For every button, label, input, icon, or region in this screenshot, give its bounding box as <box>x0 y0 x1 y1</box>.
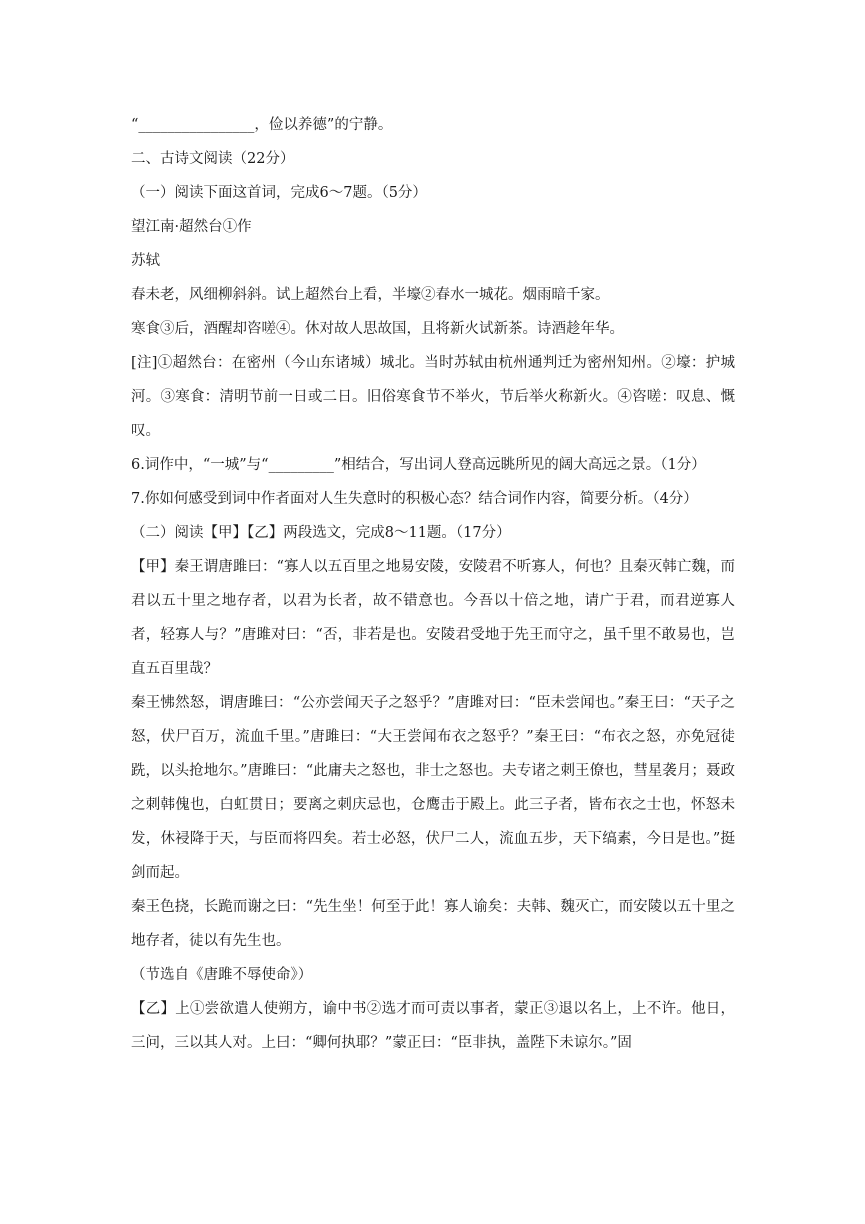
subsection-heading-poem: （一）阅读下面这首词，完成6～7题。（5分） <box>131 185 427 201</box>
passage-jia-para-1: 【甲】秦王谓唐雎曰：“寡人以五百里之地易安陵，安陵君不听寡人，何也？且秦灭韩亡魏，而君以五十里之地存者，以君为长者，故不错意也。今吾以十倍之地，请广于君，而君逆寡人者，轻寡人与？”唐雎对曰：“否，非若是也。安陵君受地于先王而守之，虽千里不敢易也，岂直五百里哉？ <box>131 559 735 677</box>
passage-jia-para-3: 秦王色挠，长跪而谢之曰：“先生坐！何至于此！寡人谕矣：夫韩、魏灭亡，而安陵以五十里之地存者，徒以有先生也。 <box>131 899 735 949</box>
poem-stanza-1: 春未老，风细柳斜斜。试上超然台上看，半壕②春水一城花。烟雨暗千家。 <box>131 287 610 303</box>
poem-title: 望江南·超然台①作 <box>131 219 252 235</box>
passage-jia-para-2: 秦王怫然怒，谓唐雎曰：“公亦尝闻天子之怒乎？”唐雎对曰：“臣未尝闻也。”秦王曰：“天子之怒，伏尸百万，流血千里。”唐雎曰：“大王尝闻布衣之怒乎？”秦王曰：“布衣之怒，亦免冠徒跣，以头抢地尔。”唐雎曰：“此庸夫之怒也，非士之怒也。夫专诸之刺王僚也，彗星袭月；聂政之刺韩傀也，白虹贯日；要离之刺庆忌也，仓鹰击于殿上。此三子者，皆布衣之士也，怀怒未发，休祲降于天，与臣而将四矣。若士必怒，伏尸二人，流血五步，天下缟素，今日是也。”挺剑而起。 <box>131 695 735 881</box>
fill-blank-line: “________________，俭以养德”的宁静。 <box>131 117 393 133</box>
subsection-heading-prose: （二）阅读【甲】【乙】两段选文，完成8～11题。（17分） <box>131 525 511 541</box>
document-page <box>131 108 735 1060</box>
passage-jia-source: （节选自《唐雎不辱使命》） <box>131 967 313 983</box>
passage-yi-para-1: 【乙】上①尝欲遣人使朔方，谕中书②选才而可责以事者，蒙正③退以名上，上不许。他日，三问，三以其人对。上曰：“卿何执耶？”蒙正曰：“臣非执，盖陛下未谅尔。”固 <box>131 1001 735 1051</box>
question-6: 6.词作中，“一城”与“_________”相结合，写出词人登高远眺所见的阔大高远之景。（1分） <box>131 457 706 473</box>
poem-notes: [注]①超然台：在密州（今山东诸城）城北。当时苏轼由杭州通判迁为密州知州。②壕：护城河。③寒食：清明节前一日或二日。旧俗寒食节不举火，节后举火称新火。④咨嗟：叹息、慨叹。 <box>131 355 735 439</box>
section-heading-classical: 二、古诗文阅读（22分） <box>131 151 295 167</box>
poem-stanza-2: 寒食③后，酒醒却咨嗟④。休对故人思故国，且将新火试新茶。诗酒趁年华。 <box>131 321 624 337</box>
poem-author: 苏轼 <box>131 253 160 269</box>
question-7: 7.你如何感受到词中作者面对人生失意时的积极心态？结合词作内容，简要分析。（4分） <box>131 491 698 507</box>
